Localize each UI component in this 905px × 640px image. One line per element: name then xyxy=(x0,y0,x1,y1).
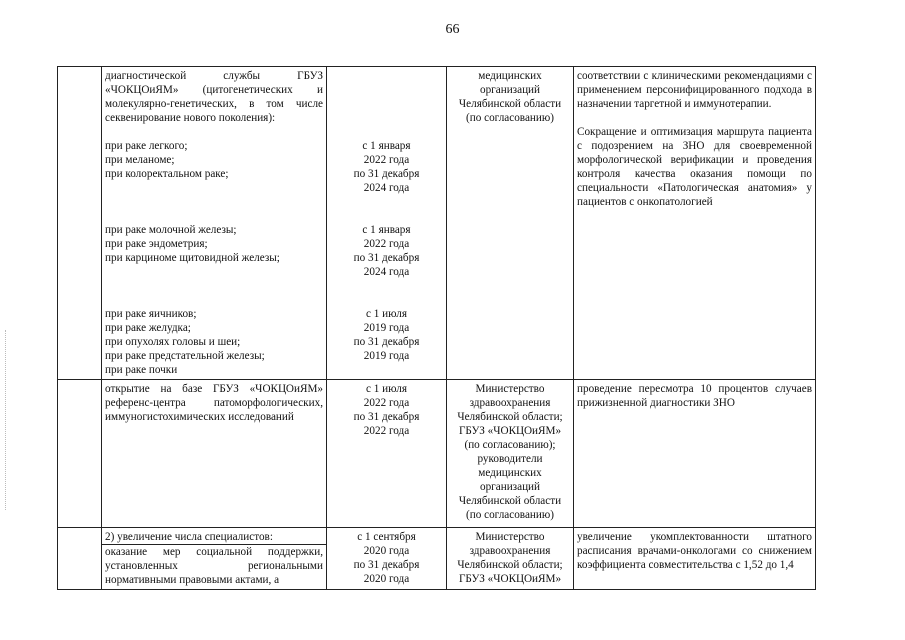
number-cell xyxy=(58,380,102,528)
executor-line: (по согласованию) xyxy=(466,509,554,521)
term-line: с 1 января xyxy=(362,140,411,152)
activity-item: при раке яичников; xyxy=(105,308,197,320)
activity-item: при раке молочной железы; xyxy=(105,224,237,236)
executor-line: медицинских xyxy=(478,467,542,479)
term-line: 2019 года xyxy=(363,350,410,362)
scan-edge-mark xyxy=(5,330,7,510)
executor-line: Министерство xyxy=(475,383,545,395)
term-line: с 1 июля xyxy=(366,383,407,395)
term-line: с 1 сентября xyxy=(357,531,416,543)
executor-line: здравоохранения xyxy=(469,397,551,409)
activity-item: при меланоме; xyxy=(105,154,175,166)
activity-cell: открытие на базе ГБУЗ «ЧОКЦОиЯМ» референс-центра патоморфологических, иммуногистохимических исследований xyxy=(102,380,327,528)
page-number: 66 xyxy=(445,22,460,37)
executor-line: (по согласованию) xyxy=(466,112,554,124)
table-row xyxy=(58,67,816,380)
activity-item: при раке почки xyxy=(105,364,178,376)
executor-cell xyxy=(447,380,574,528)
executor-cell xyxy=(447,528,574,590)
executor-line: организаций xyxy=(479,84,541,96)
term-line: 2020 года xyxy=(363,573,410,585)
executor-line: ГБУЗ «ЧОКЦОиЯМ» xyxy=(458,573,562,585)
executor-line: Челябинской области xyxy=(458,98,562,110)
executor-line: руководители xyxy=(477,453,543,465)
table-row xyxy=(58,380,816,528)
activity-item: при колоректальном раке; xyxy=(105,168,229,180)
term-cell xyxy=(327,67,447,380)
table-row xyxy=(58,528,816,590)
result-cell xyxy=(574,67,816,380)
executor-line: Челябинской области xyxy=(458,495,562,507)
term-line: по 31 декабря xyxy=(353,168,420,180)
activity-item: при раке легкого; xyxy=(105,140,188,152)
activity-item: при раке желудка; xyxy=(105,322,191,334)
executor-line: (по согласованию); xyxy=(464,439,556,451)
term-line: с 1 января xyxy=(362,224,411,236)
term-line: с 1 июля xyxy=(366,308,407,320)
activity-subheading: 2) увеличение числа специалистов: xyxy=(105,531,273,543)
executor-line: Челябинской области; xyxy=(457,411,563,423)
term-line: 2024 года xyxy=(363,182,410,194)
term-line: 2022 года xyxy=(363,154,410,166)
executor-line: ГБУЗ «ЧОКЦОиЯМ» xyxy=(458,425,562,437)
activity-text: оказание мер социальной поддержки, установленных региональными нормативными правовыми актами, а xyxy=(102,544,326,587)
term-line: по 31 декабря xyxy=(353,559,420,571)
activity-item: при раке предстательной железы; xyxy=(105,350,265,362)
executor-line: здравоохранения xyxy=(469,545,551,557)
result-cell: проведение пересмотра 10 процентов случаев прижизненной диагностики ЗНО xyxy=(574,380,816,528)
term-line: 2024 года xyxy=(363,266,410,278)
result-text: Сокращение и оптимизация маршрута пациента с подозрением на ЗНО для своевременной морфологической верификации и проведения контроля качества оказания помощи по специальности «Патологическая анатомия» у пациентов с онкопатологией xyxy=(577,126,812,208)
executor-line: медицинских xyxy=(478,70,542,82)
activity-item: при карциноме щитовидной железы; xyxy=(105,252,280,264)
executor-line: Челябинской области; xyxy=(457,559,563,571)
result-cell: увеличение укомплектованности штатного расписания врачами-онкологами со снижением коэффициента совместительства с 1,52 до 1,4 xyxy=(574,528,816,590)
term-line: 2019 года xyxy=(363,322,410,334)
executor-cell xyxy=(447,67,574,380)
term-line: по 31 декабря xyxy=(353,252,420,264)
term-line: 2022 года xyxy=(363,397,410,409)
executor-line: Министерство xyxy=(475,531,545,543)
executor-line: организаций xyxy=(479,481,541,493)
activity-cell xyxy=(102,528,327,590)
number-cell xyxy=(58,67,102,380)
number-cell xyxy=(58,528,102,590)
term-line: 2022 года xyxy=(363,238,410,250)
term-line: по 31 декабря xyxy=(353,336,420,348)
activity-item: при опухолях головы и шеи; xyxy=(105,336,241,348)
activity-cell xyxy=(102,67,327,380)
result-text: соответствии с клиническими рекомендациями с применением персонифицированного подхода в назначении таргетной и иммунотерапии. xyxy=(577,70,812,110)
activity-intro: диагностической службы ГБУЗ «ЧОКЦОиЯМ» (цитогенетических и молекулярно-генетических, в том числе секвенирование нового поколения): xyxy=(105,70,323,124)
term-cell xyxy=(327,380,447,528)
term-line: по 31 декабря xyxy=(353,411,420,423)
term-line: 2022 года xyxy=(363,425,410,437)
activity-item: при раке эндометрия; xyxy=(105,238,208,250)
plan-table xyxy=(57,66,816,590)
term-line: 2020 года xyxy=(363,545,410,557)
term-cell xyxy=(327,528,447,590)
